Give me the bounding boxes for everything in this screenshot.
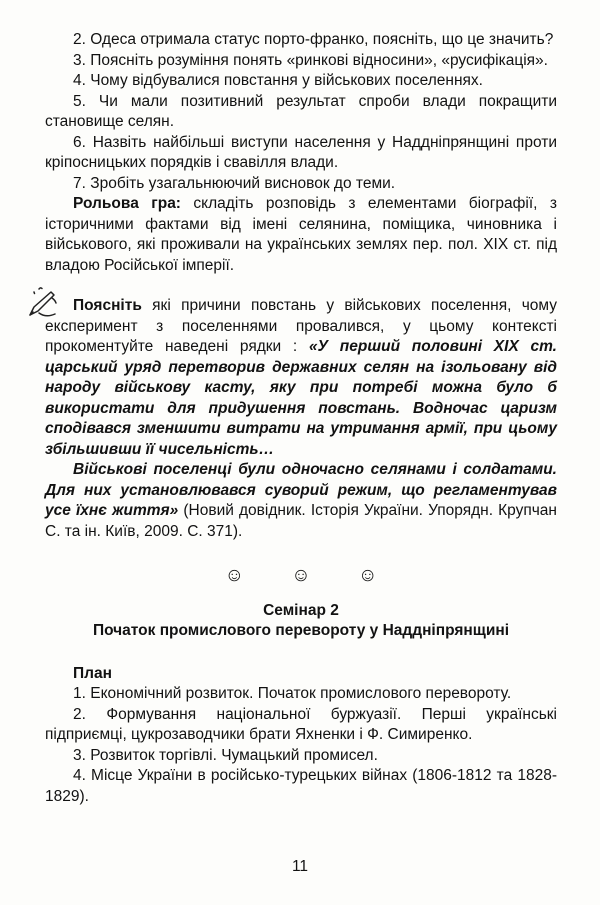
role-play-label: Рольова гра: [73, 195, 181, 212]
role-play-text: складіть розповідь з елементами біографії, з історичними фактами від імені селянина, поміщика, чиновника і військового, які проживали на українських землях пер. пол. XIX ст. під владою Російської імперії. [45, 195, 557, 274]
quote-text: Військові поселенці були одночасно селянами і солдатами. Для них установлювався суворий режим, що регламентував усе їхнє життя» [45, 461, 557, 519]
task-paragraph [45, 296, 557, 460]
plan-item: 3. Розвиток торгівлі. Чумацький промисел. [73, 746, 378, 764]
question-item: 4. Чому відбувалися повстання у військових поселеннях. [73, 72, 483, 89]
smiley-icon: ☺ [357, 565, 378, 586]
citation-text: (Новий довідник. Історія України. Упорядн. Крупчан С. та ін. Київ, 2009. С. 371). [45, 502, 557, 540]
task-block [45, 296, 557, 542]
question-item: 3. Поясніть розуміння понять «ринкові відносини», «русифікація». [73, 51, 548, 69]
quote-paragraph [45, 460, 557, 542]
role-play-paragraph [45, 194, 557, 276]
task-label: Поясніть [73, 297, 142, 314]
question-item: 7. Зробіть узагальнюючий висновок до теми. [73, 174, 396, 192]
page-number: 11 [291, 857, 309, 875]
writing-hand-icon [25, 286, 63, 320]
plan-item: 4. Місце України в російсько-турецьких війнах (1806-1812 та 1828-1829). [45, 767, 557, 805]
seminar-heading [45, 601, 557, 642]
plan-item: 1. Економічний розвиток. Початок промислового перевороту. [73, 685, 512, 702]
plan-item: 2. Формування національної буржуазії. Перші українські підприємці, цукрозаводчики брати Яхненки і Ф. Симиренко. [45, 705, 557, 743]
question-item: 6. Назвіть найбільші виступи населення у Наддніпрянщині проти кріпосницьких порядків і свавілля влади. [45, 133, 557, 171]
smiley-icon: ☺ [291, 565, 311, 586]
smiley-icon: ☺ [224, 565, 245, 586]
smiley-row [45, 566, 557, 587]
seminar-subtitle: Початок промислового перевороту у Наддніпрянщині [92, 622, 510, 639]
quote-text: «У перший половині XIX ст. царський уряд перетворив державних селян на ізольовану від народу військову касту, яку при потребі можна було б використати для придушення повстань. Водночас царизм сподівався зменшити витрати на утримання армії, при цьому збільшивши її чисельність… [45, 338, 557, 458]
question-item: 5. Чи мали позитивний результат спроби влади покращити становище селян. [45, 92, 557, 130]
seminar-title: Семінар 2 [263, 601, 339, 619]
question-item: 2. Одеса отримала статус порто-франко, поясніть, що це значить? [73, 31, 554, 48]
plan-label: План [73, 664, 112, 682]
task-intro: які причини повстань у військових поселення, чому експеримент з поселеннями провалився, у цьому контексті прокоментуйте наведені рядки : [45, 297, 557, 355]
text-block [45, 30, 557, 807]
